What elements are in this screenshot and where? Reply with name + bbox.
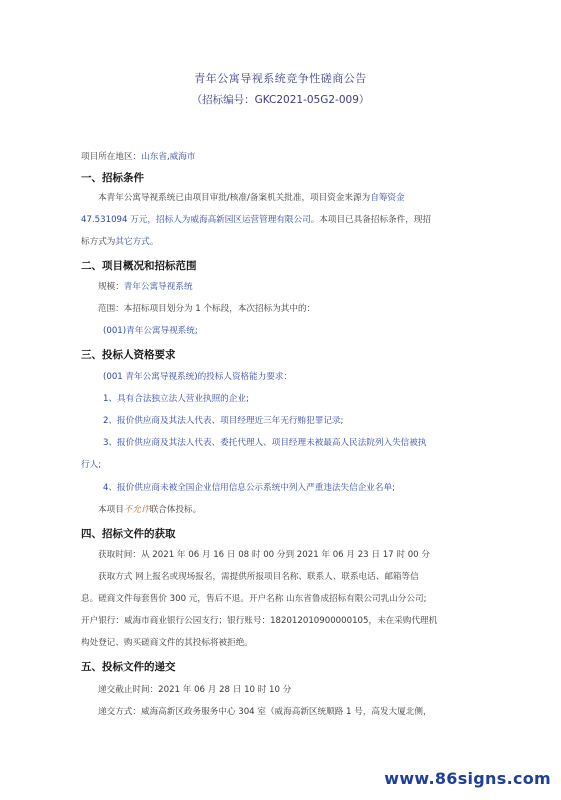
s4-method-line-3: 开户银行：威海市商业银行公园支行；银行账号：182012010900000105，未在采购代理机	[81, 616, 438, 626]
s3-requirement-3-line-2: 行人;	[81, 460, 102, 470]
s3-requirement-2: 2、报价供应商及其法人代表、项目经理近三年无行贿犯罪记录;	[103, 416, 344, 426]
section-heading-5: 五、投标文件的递交	[81, 661, 176, 673]
location-value: 山东省,威海市	[141, 152, 196, 162]
s4-time-line: 获取时间：从 2021 年 06 月 16 日 08 时 00 分到 2021 年 06 月 23 日 17 时 00 分	[98, 550, 430, 560]
section-heading-3: 三、投标人资格要求	[81, 349, 176, 361]
s2-scope-line: 范围：本招标项目划分为 1 个标段，本次招标为其中的：	[98, 304, 316, 314]
joint-bid-status: 不允许	[123, 505, 150, 515]
document-subtitle: （招标编号：GKC2021-05G2-009）	[191, 94, 370, 106]
s1-text: 标方式为	[81, 237, 116, 247]
s3-joint-bid-line	[98, 503, 201, 515]
s4-method-line-4: 构处登记、购买磋商文件的其投标将被拒绝。	[81, 638, 253, 648]
s3-intro-line: (001 青年公寓导视系统)的投标人资格能力要求：	[103, 372, 293, 382]
s4-method-line-2: 息。磋商文件每套售价 300 元，售后不退。开户名称 山东省鲁成招标有限公司乳山分公司;	[81, 594, 427, 604]
s5-method-line: 递交方式：威海高新区政务服务中心 304 室（威海高新区统顺路 1 号，高发大厦北侧，	[98, 707, 432, 717]
s4-method-line-1: 获取方式 网上报名或现场报名，需提供所报项目名称、联系人、联系电话、邮箱等信	[98, 572, 419, 582]
funding-source: 自筹资金	[370, 193, 405, 203]
s1-paragraph-line-1	[98, 191, 405, 203]
s1-paragraph-line-2	[81, 213, 431, 225]
scale-label: 规模：	[98, 282, 124, 292]
location-label: 项目所在地区：	[81, 152, 142, 162]
section-heading-4: 四、招标文件的获取	[81, 528, 176, 540]
s5-deadline-line: 递交截止时间：2021 年 06 月 28 日 10 时 10 分	[98, 685, 292, 695]
section-heading-1: 一、招标条件	[81, 172, 144, 184]
joint-text: 联合体投标。	[149, 505, 202, 515]
s2-lot-line: (001)青年公寓导视系统;	[103, 326, 198, 336]
tender-method: 其它方式	[115, 237, 150, 247]
tenderer-name: 威海高新园区运营管理有限公司	[190, 215, 311, 225]
section-heading-2: 二、项目概况和招标范围	[81, 260, 197, 272]
s1-text: 本青年公寓导视系统已由项目审批/核准/备案机关批准，项目资金来源为	[98, 193, 371, 203]
scale-value: 青年公寓导视系统	[123, 282, 193, 292]
s3-requirement-3-line-1: 3、报价供应商及其法人代表、委托代理人、项目经理未被最高人民法院列入失信被执	[103, 438, 427, 448]
s2-scale-line	[98, 280, 193, 292]
s1-text: 。	[149, 237, 159, 247]
location-line	[81, 150, 195, 162]
funding-amount: 47.531094 万元，招标人为	[81, 215, 191, 225]
site-watermark: www.86signs.com	[384, 769, 551, 788]
s3-requirement-4: 4、报价供应商未被全国企业信用信息公示系统中列入严重违法失信企业名单;	[103, 483, 395, 493]
s3-requirement-1: 1、具有合法独立法人营业执照的企业;	[103, 394, 249, 404]
s1-text: 。本项目已具备招标条件，现招	[310, 215, 432, 225]
s1-paragraph-line-3	[81, 235, 158, 247]
joint-text: 本项目	[98, 505, 124, 515]
document-title: 青年公寓导视系统竞争性磋商公告	[194, 72, 367, 85]
